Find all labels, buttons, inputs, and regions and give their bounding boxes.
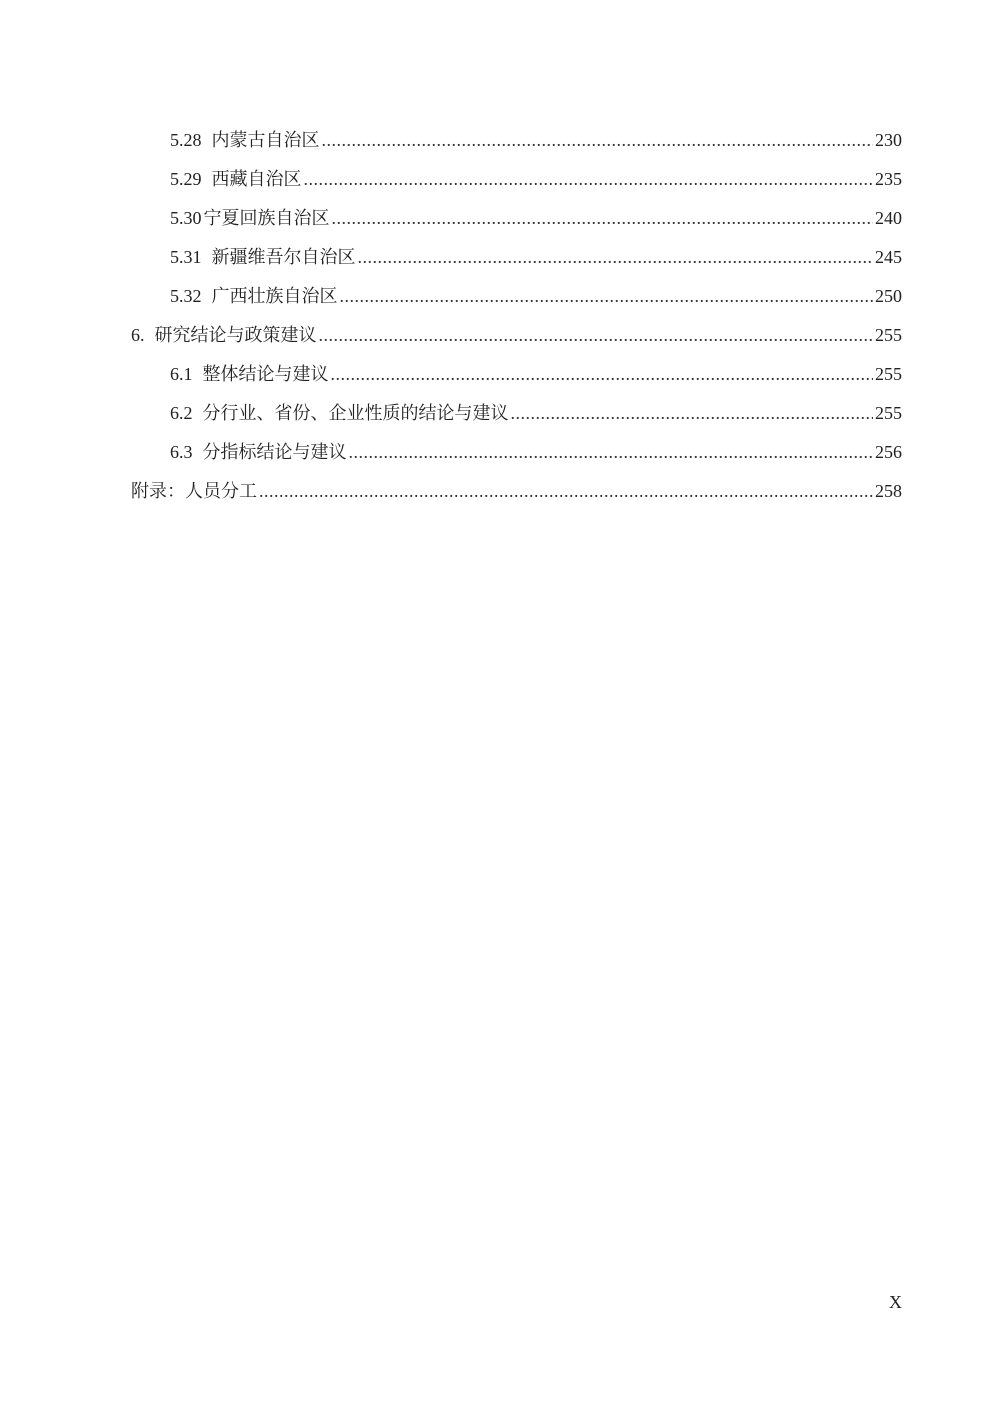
toc-dot-leader (332, 199, 874, 238)
toc-dot-leader (349, 433, 874, 472)
toc-entry-6-2[interactable] (131, 394, 902, 433)
toc-entry-5-30[interactable] (131, 199, 902, 238)
toc-entry-5-29[interactable] (131, 160, 902, 199)
toc-entry-title: 分行业、省份、企业性质的结论与建议 (202, 403, 509, 423)
toc-entry-title: 西藏自治区 (211, 169, 302, 189)
toc-entry-number: 5.30 (170, 208, 202, 228)
toc-dot-leader (358, 238, 874, 277)
toc-entry-number: 6.1 (170, 364, 193, 384)
toc-dot-leader (322, 121, 874, 160)
toc-entry-number: 6.3 (170, 442, 193, 462)
toc-entry-title: 分指标结论与建议 (202, 442, 347, 462)
toc-entry-number: 6. (131, 325, 145, 345)
toc-entry-page: 240 (875, 208, 902, 228)
toc-entry-title: 研究结论与政策建议 (154, 325, 317, 345)
toc-entry-title: 新疆维吾尔自治区 (211, 247, 356, 267)
toc-entry-page: 255 (875, 325, 902, 345)
toc-dot-leader (331, 355, 874, 394)
toc-entry-number: 5.31 (170, 247, 202, 267)
toc-entry-page: 255 (875, 364, 902, 384)
toc-entry-title: 广西壮族自治区 (211, 286, 338, 306)
toc-entry-number: 5.32 (170, 286, 202, 306)
toc-entry-5-32[interactable] (131, 277, 902, 316)
toc-entry-number: 5.29 (170, 169, 202, 189)
toc-entry-6[interactable] (131, 316, 902, 355)
toc-entry-page: 245 (875, 247, 902, 267)
toc-entry-5-28[interactable] (131, 121, 902, 160)
toc-entry-page: 256 (875, 442, 902, 462)
toc-entry-6-3[interactable] (131, 433, 902, 472)
toc-dot-leader (304, 160, 874, 199)
toc-entry-page: 230 (875, 130, 902, 150)
toc-entry-number: 5.28 (170, 130, 202, 150)
toc-entry-title: 整体结论与建议 (202, 364, 329, 384)
toc-entry-number: 6.2 (170, 403, 193, 423)
table-of-contents (131, 121, 902, 511)
toc-entry-page: 258 (875, 481, 902, 501)
toc-entry-title: 宁夏回族自治区 (203, 208, 330, 228)
toc-entry-6-1[interactable] (131, 355, 902, 394)
toc-entry-5-31[interactable] (131, 238, 902, 277)
toc-dot-leader (511, 394, 874, 433)
toc-entry-title: 附录：人员分工 (131, 481, 257, 501)
toc-dot-leader (259, 472, 873, 511)
page-number: X (889, 1292, 902, 1312)
toc-entry-page: 255 (875, 403, 902, 423)
toc-dot-leader (340, 277, 874, 316)
toc-entry-appendix[interactable] (131, 472, 902, 511)
toc-entry-page: 235 (875, 169, 902, 189)
toc-dot-leader (319, 316, 874, 355)
toc-entry-title: 内蒙古自治区 (211, 130, 320, 150)
toc-entry-page: 250 (875, 286, 902, 306)
